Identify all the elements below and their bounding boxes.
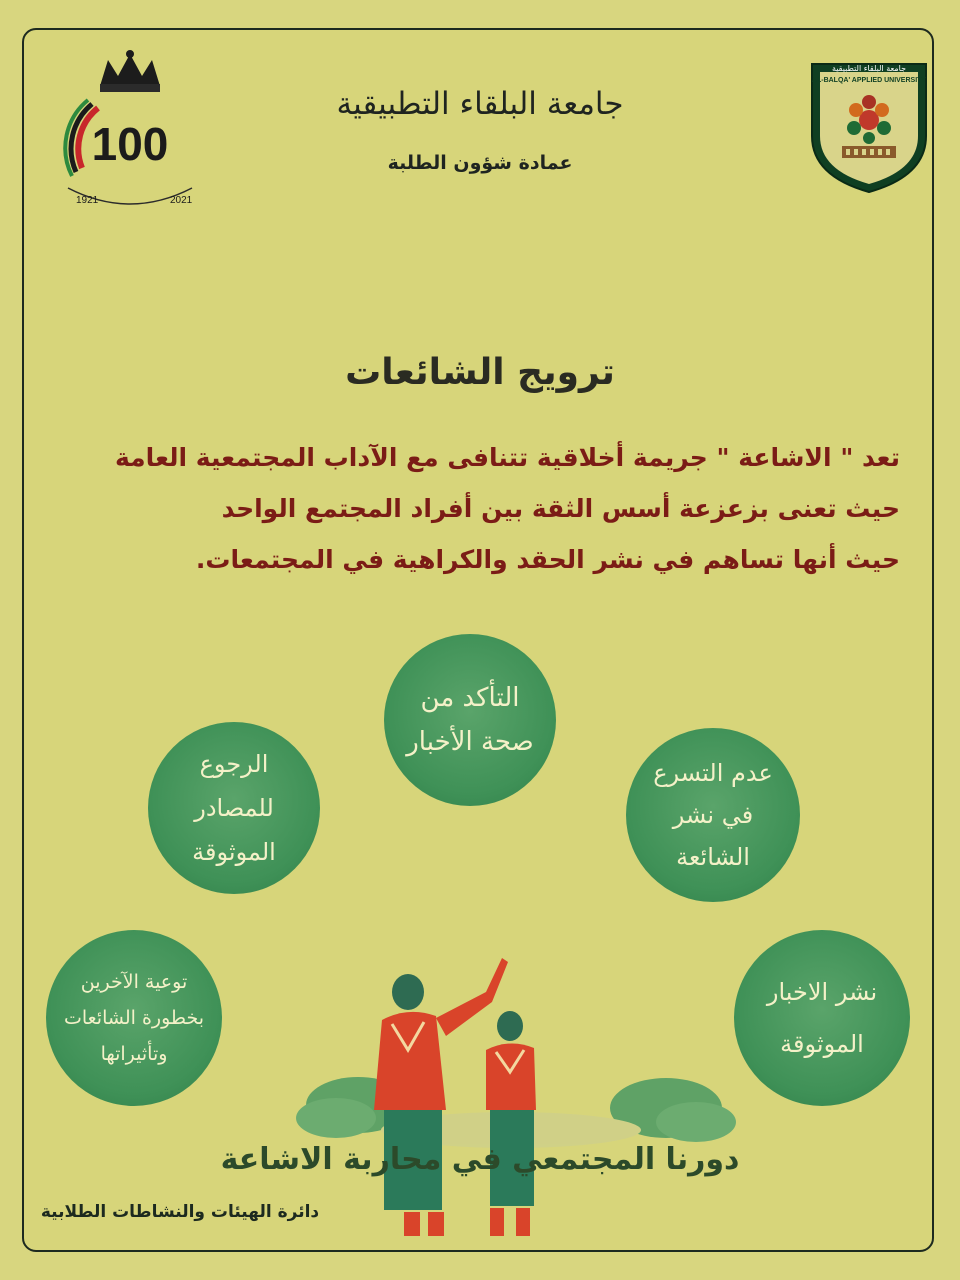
tip-line: صحة الأخبار: [406, 727, 534, 757]
tip-line: وتأثيراتها: [100, 1043, 168, 1065]
tip-educate-others: [46, 930, 222, 1106]
seal-text-en: AL-BALQA' APPLIED UNIVERSITY: [811, 77, 927, 84]
tip-line: الموثوقة: [192, 838, 276, 866]
logo-year-end: 2021: [170, 195, 193, 206]
seal-text-ar: جامعة البلقاء التطبيقية: [831, 64, 907, 73]
tip-verify-news: [384, 634, 556, 806]
poster-title: ترويج الشائعات: [345, 352, 615, 393]
intro-line: تعد " الاشاعة " جريمة أخلاقية تتنافى مع الآداب المجتمعية العامة: [115, 443, 900, 472]
university-name: جامعة البلقاء التطبيقية: [336, 86, 624, 122]
tip-line: الشائعة: [676, 843, 750, 871]
tip-line: توعية الآخرين: [80, 971, 188, 993]
centennial-100-logo: [58, 48, 203, 218]
tip-share-reliable-news: [734, 930, 910, 1106]
bottom-department: دائرة الهيئات والنشاطات الطلابية: [40, 1202, 320, 1222]
crown-icon: [100, 50, 160, 92]
tip-no-haste: [626, 728, 800, 902]
tip-line: التأكد من: [420, 683, 520, 713]
tip-line: في نشر: [672, 801, 754, 829]
intro-line: حيث أنها تساهم في نشر الحقد والكراهية في المجتمعات.: [195, 545, 900, 574]
tip-line: عدم التسرع: [653, 759, 773, 787]
people-pointing-illustration: [296, 940, 736, 1240]
tip-line: الرجوع: [199, 750, 269, 778]
tip-line: بخطورة الشائعات: [63, 1007, 205, 1029]
intro-line: حيث تعنى بزعزعة أسس الثقة بين أفراد المجتمع الواحد: [221, 494, 900, 523]
child-figure-icon: [486, 1011, 536, 1236]
tip-line: الموثوقة: [780, 1030, 864, 1058]
university-seal-logo: [808, 58, 930, 194]
tip-reliable-sources: [148, 722, 320, 894]
tip-line: نشر الاخبار: [766, 978, 878, 1006]
logo-year-start: 1921: [76, 195, 99, 206]
department-name: عمادة شؤون الطلبة: [387, 152, 573, 174]
intro-paragraph: [90, 432, 900, 585]
tip-line: للمصادر: [194, 794, 274, 822]
bottom-title: دورنا المجتمعي في محاربة الاشاعة: [220, 1142, 740, 1177]
logo-number: 100: [91, 118, 169, 170]
